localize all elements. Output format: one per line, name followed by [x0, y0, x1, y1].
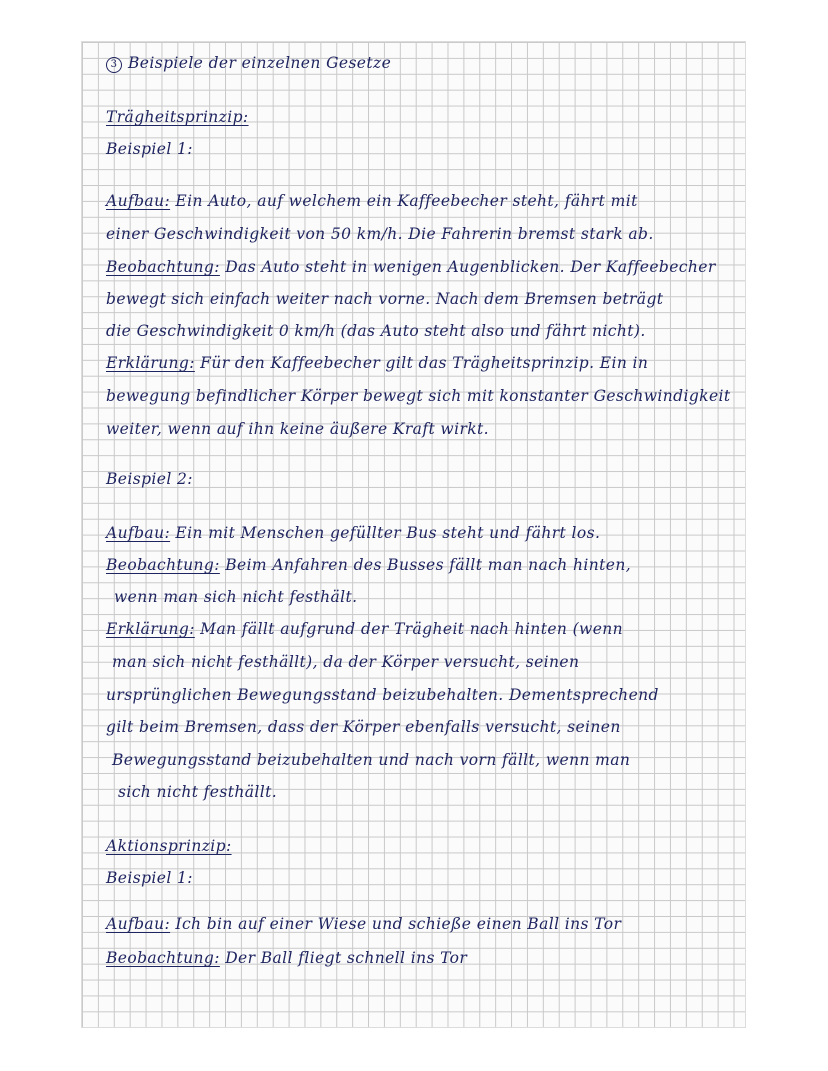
erklaerung-label: Erklärung:	[106, 620, 195, 638]
text-line: die Geschwindigkeit 0 km/h (das Auto steht also und fährt nicht).	[106, 322, 646, 340]
aufbau-label: Aufbau:	[106, 524, 171, 542]
section-heading-aktion: Aktionsprinzip:	[106, 837, 232, 855]
text-line: bewegung befindlicher Körper bewegt sich mit konstanter Geschwindigkeit	[106, 387, 731, 405]
beobachtung-label: Beobachtung:	[106, 949, 220, 967]
erklaerung-text: Man fällt aufgrund der Trägheit nach hinten (wenn	[194, 620, 624, 638]
text-line: ursprünglichen Bewegungsstand beizubehalten. Dementsprechend	[106, 686, 659, 704]
text-line: weiter, wenn auf ihn keine äußere Kraft wirkt.	[106, 420, 489, 438]
aufbau-line	[106, 524, 600, 542]
notebook-page	[82, 42, 745, 1027]
beobachtung-text: Das Auto steht in wenigen Augenblicken. Der Kaffeebecher	[219, 258, 716, 276]
aufbau-text: Ich bin auf einer Wiese und schieße einen Ball ins Tor	[170, 915, 622, 933]
beobachtung-text: Beim Anfahren des Busses fällt man nach hinten,	[219, 556, 632, 574]
aufbau-text: Ein mit Menschen gefüllter Bus steht und fährt los.	[170, 524, 601, 542]
aufbau-line	[106, 192, 638, 210]
erklaerung-label: Erklärung:	[106, 354, 195, 372]
example-label: Beispiel 2:	[106, 470, 193, 488]
circled-number: 3	[106, 57, 122, 73]
page-title-text: Beispiele der einzelnen Gesetze	[128, 54, 392, 72]
text-line: einer Geschwindigkeit von 50 km/h. Die Fahrerin bremst stark ab.	[106, 225, 654, 243]
page-title	[106, 54, 391, 73]
section-heading-traegheit: Trägheitsprinzip:	[106, 108, 249, 126]
aufbau-label: Aufbau:	[106, 915, 171, 933]
aufbau-line	[106, 915, 621, 933]
text-line: wenn man sich nicht festhält.	[114, 588, 358, 606]
text-line: gilt beim Bremsen, dass der Körper ebenfalls versucht, seinen	[106, 718, 621, 736]
erklaerung-line	[106, 620, 623, 638]
beobachtung-label: Beobachtung:	[106, 556, 220, 574]
text-line: bewegt sich einfach weiter nach vorne. Nach dem Bremsen beträgt	[106, 290, 664, 308]
text-line: man sich nicht festhällt), da der Körper versucht, seinen	[112, 653, 580, 671]
beobachtung-line	[106, 258, 716, 276]
aufbau-text: Ein Auto, auf welchem ein Kaffeebecher steht, fährt mit	[170, 192, 638, 210]
beobachtung-label: Beobachtung:	[106, 258, 220, 276]
example-label: Beispiel 1:	[106, 869, 193, 887]
erklaerung-line	[106, 354, 648, 372]
text-line: Bewegungsstand beizubehalten und nach vorn fällt, wenn man	[112, 751, 631, 769]
text-line: sich nicht festhällt.	[118, 783, 278, 801]
example-label: Beispiel 1:	[106, 140, 193, 158]
beobachtung-line	[106, 949, 467, 967]
beobachtung-line	[106, 556, 631, 574]
erklaerung-text: Für den Kaffeebecher gilt das Trägheitsprinzip. Ein in	[194, 354, 649, 372]
beobachtung-text: Der Ball fliegt schnell ins Tor	[219, 949, 468, 967]
aufbau-label: Aufbau:	[106, 192, 171, 210]
